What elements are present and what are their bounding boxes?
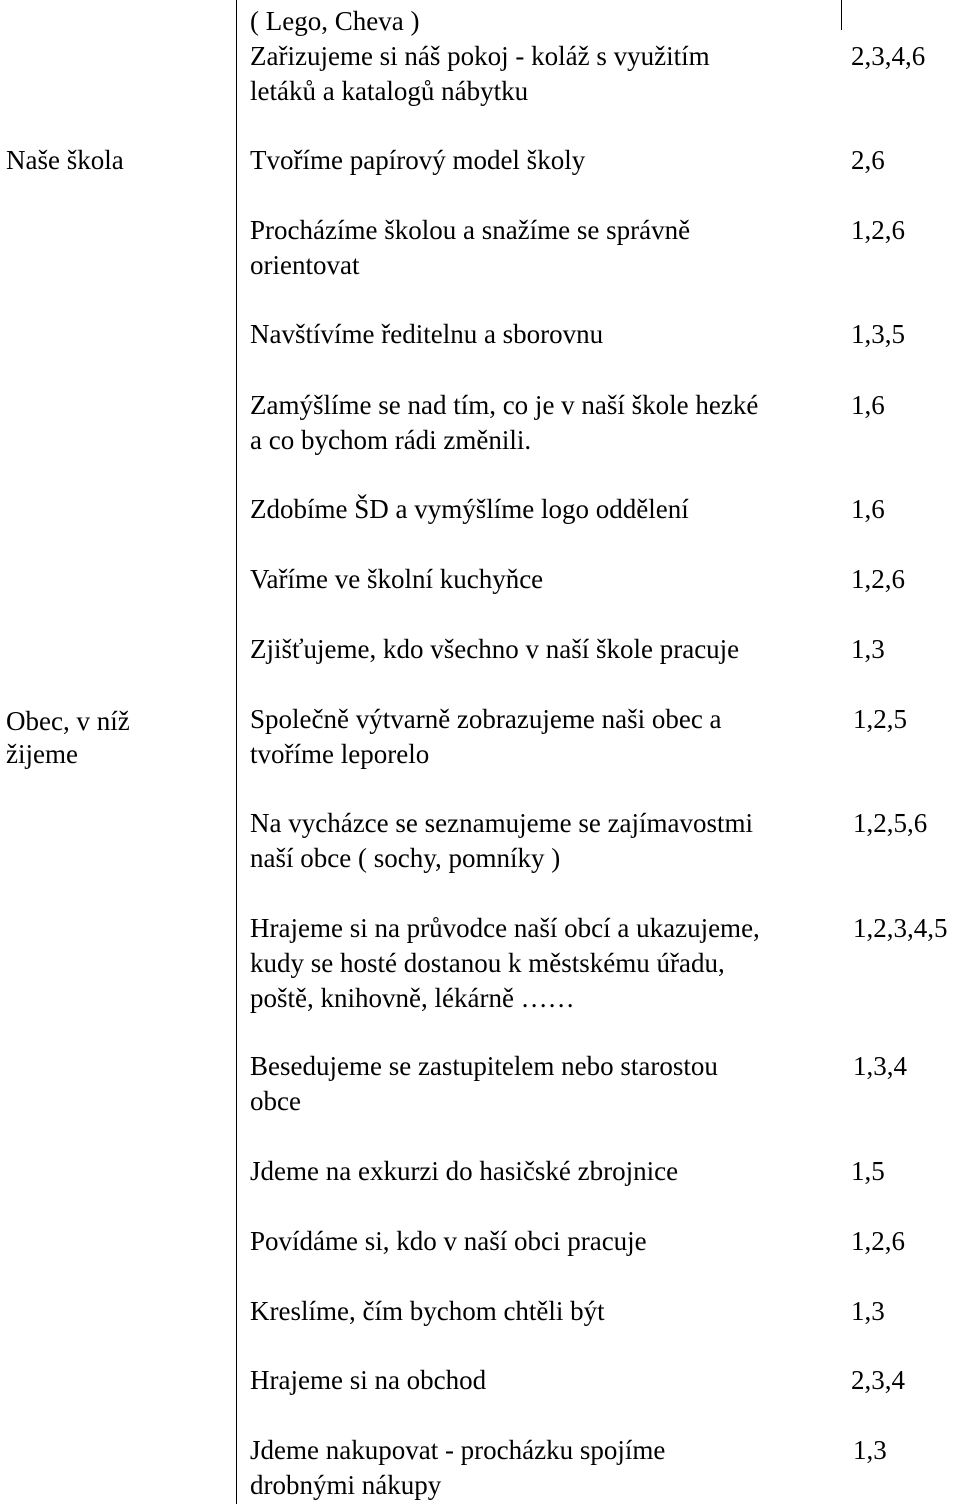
activity-text: a co bychom rádi změnili. <box>250 425 532 455</box>
activity-text: ( Lego, Cheva ) <box>250 6 420 36</box>
activity-code: 1,6 <box>851 494 885 524</box>
activity-code: 2,3,4 <box>851 1365 905 1395</box>
activity-text: Procházíme školou a snažíme se správně <box>250 215 691 245</box>
activity-text: Zařizujeme si náš pokoj - koláž s využitím <box>250 41 710 71</box>
activity-code: 1,3,4 <box>853 1051 907 1081</box>
activity-text: drobnými nákupy <box>250 1470 442 1500</box>
activity-text: Zamýšlíme se nad tím, co je v naší škole hezké <box>250 390 759 420</box>
activity-text: Společně výtvarně zobrazujeme naši obec a <box>250 704 722 734</box>
activity-code: 1,6 <box>851 390 885 420</box>
activity-text: naší obce ( sochy, pomníky ) <box>250 843 561 873</box>
topic-label-obec-line1: Obec, v níž <box>6 706 130 736</box>
activity-text: Kreslíme, čím bychom chtěli být <box>250 1296 605 1326</box>
activity-code: 1,3,5 <box>851 319 905 349</box>
activity-code: 2,3,4,6 <box>851 41 926 71</box>
activity-text: poště, knihovně, lékárně …… <box>250 983 575 1013</box>
activity-text: Hrajeme si na průvodce naší obcí a ukazujeme, <box>250 913 760 943</box>
activity-text: Vaříme ve školní kuchyňce <box>250 564 544 594</box>
activity-text: Tvoříme papírový model školy <box>250 145 586 175</box>
activity-text: Jdeme nakupovat - procházku spojíme <box>250 1435 666 1465</box>
activity-text: Jdeme na exkurzi do hasičské zbrojnice <box>250 1156 679 1186</box>
activity-text: Navštívíme ředitelnu a sborovnu <box>250 319 604 349</box>
activity-text: Besedujeme se zastupitelem nebo starostou <box>250 1051 718 1081</box>
activity-code: 2,6 <box>851 145 885 175</box>
activity-text: letáků a katalogů nábytku <box>250 76 529 106</box>
activity-text: orientovat <box>250 250 360 280</box>
activity-code: 1,2,6 <box>851 215 905 245</box>
activity-code: 1,2,5 <box>853 704 907 734</box>
activity-code: 1,3 <box>851 1296 885 1326</box>
activity-text: Na vycházce se seznamujeme se zajímavostmi <box>250 808 754 838</box>
activity-code: 1,2,5,6 <box>853 808 928 838</box>
activity-text: Hrajeme si na obchod <box>250 1365 487 1395</box>
topic-label-obec-line2: žijeme <box>6 739 78 769</box>
activity-text: tvoříme leporelo <box>250 739 430 769</box>
activity-text: Zjišťujeme, kdo všechno v naší škole pracuje <box>250 634 740 664</box>
activity-code: 1,2,3,4,5 <box>853 913 948 943</box>
activity-text: Povídáme si, kdo v naší obci pracuje <box>250 1226 647 1256</box>
column-divider-right <box>841 0 842 30</box>
activity-code: 1,2,6 <box>851 1226 905 1256</box>
column-divider-left <box>236 0 237 1504</box>
activity-text: kudy se hosté dostanou k městskému úřadu, <box>250 948 725 978</box>
activity-text: Zdobíme ŠD a vymýšlíme logo oddělení <box>250 494 689 524</box>
activity-code: 1,3 <box>851 634 885 664</box>
topic-label-nase-skola: Naše škola <box>6 145 124 175</box>
activity-code: 1,3 <box>853 1435 887 1465</box>
activity-code: 1,5 <box>851 1156 885 1186</box>
activity-code: 1,2,6 <box>851 564 905 594</box>
activity-text: obce <box>250 1086 301 1116</box>
